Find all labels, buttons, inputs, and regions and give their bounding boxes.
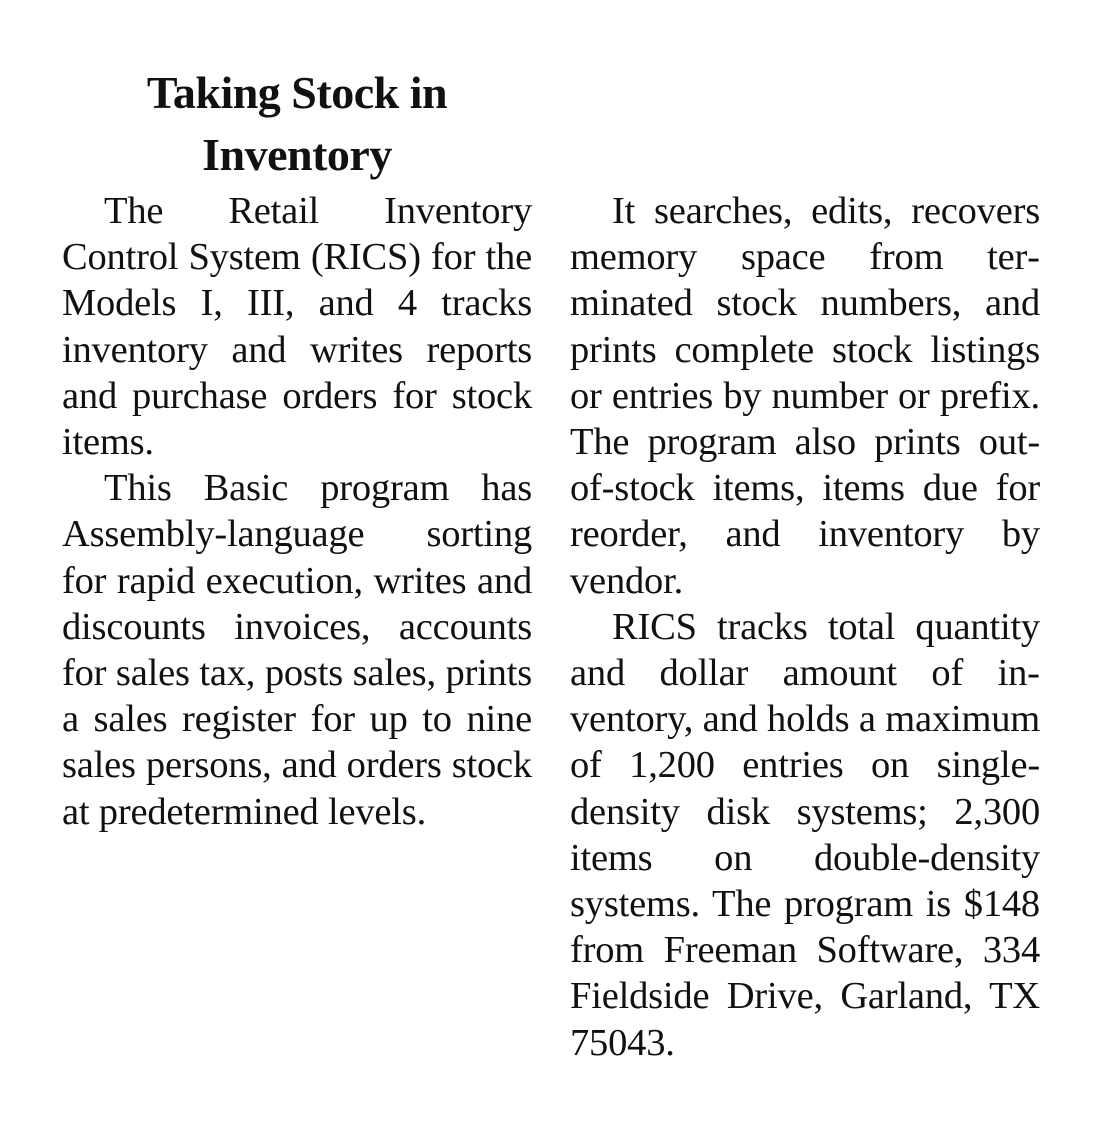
- right-column: [570, 188, 1040, 1066]
- paragraph: It searches, edits, recovers memory space from terminated stock numbers, and prints complete stock listings or entries by number or prefix. The program also prints out-of-stock items, items due for reorder, and inventory by vendor.: [570, 190, 1040, 602]
- paragraph: RICS tracks total quantity and dollar amount of inventory, and holds a maximum of 1,200 entries on single-density disk systems; 2,300 items on double-density systems. The program is $148 from Freeman Software, 334 Fieldside Drive, Garland, TX 75043.: [570, 605, 1040, 1064]
- article-title: Taking Stock in Inventory: [146, 67, 448, 180]
- clipped-next-line-fragment: [575, 1068, 995, 1080]
- paragraph: This Basic program has Assembly-language sorting for rapid execution, writes and discounts invoices, accounts for sales tax, posts sales, prints a sales register for up to nine sales persons, and orders stock at predetermined levels.: [62, 467, 532, 833]
- left-column: [62, 188, 532, 835]
- paragraph: The Retail Inventory Control System (RICS) for the Models I, III, and 4 tracks inventory and writes reports and purchase orders for stock items.: [62, 190, 532, 464]
